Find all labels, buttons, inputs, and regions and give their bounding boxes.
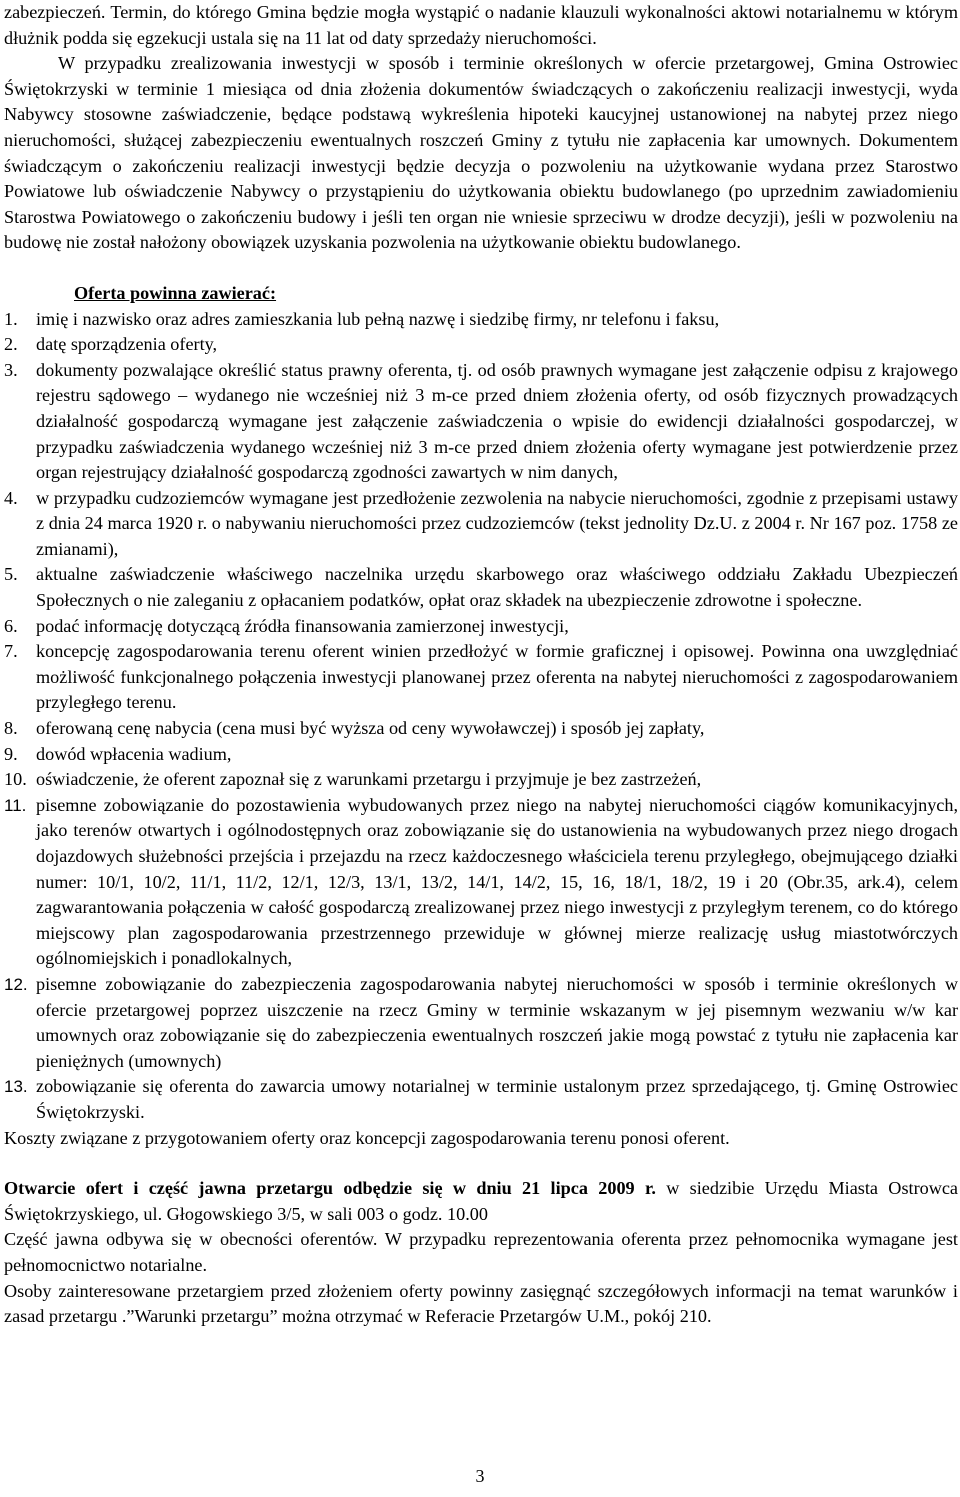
item-number: 11.	[4, 795, 27, 815]
list-item	[4, 358, 958, 486]
page-number: 3	[475, 1466, 485, 1486]
item-number: 6.	[4, 615, 18, 636]
item-text: oświadczenie, że oferent zapoznał się z warunkami przetargu i przyjmuje je bez zastrzeżeń,	[36, 769, 702, 790]
list-item	[4, 332, 958, 358]
information-paragraph: Osoby zainteresowane przetargiem przed złożeniem oferty powinny zasięgnąć szczegółowych informacji na temat warunków i zasad przetargu .”Warunki przetargu” można otrzymać w Referacie Przetargów U.M., pokój 210.	[4, 1280, 958, 1327]
item-number: 3.	[4, 359, 18, 380]
item-text: oferowaną cenę nabycia (cena musi być wyższa od ceny wywoławczej) i sposób jej zapłaty,	[36, 718, 705, 739]
opening-paragraph	[4, 1176, 958, 1227]
list-item	[4, 486, 958, 563]
opening-date-text: Otwarcie ofert i część jawna przetargu odbędzie się w dniu 21 lipca 2009 r.	[4, 1178, 656, 1199]
item-text: pisemne zobowiązanie do zabezpieczenia zagospodarowania nabytej nieruchomości w sposób i terminie określonych w ofercie przetargowej poprzez uiszczenie na rzecz Gminy w terminie wskazanym w jej pisemnym wezwaniu w/w kar umownych oraz zobowiązanie się do zabezpieczenia ewentualnych roszczeń jakie mogą powstać z tytułu nie zapłacenia kar pieniężnych (umownych)	[36, 973, 958, 1071]
public-part-paragraph: Część jawna odbywa się w obecności oferentów. W przypadku reprezentowania oferenta przez pełnomocnika wymagane jest pełnomocnictwo notarialne.	[4, 1229, 958, 1275]
list-item	[4, 793, 958, 972]
list-item	[4, 307, 958, 333]
item-text: imię i nazwisko oraz adres zamieszkania lub pełną nazwę i siedzibę firmy, nr telefonu i faksu,	[36, 308, 720, 329]
item-number: 1.	[4, 308, 18, 329]
item-text: zobowiązanie się oferenta do zawarcia umowy notarialnej w terminie ustalonym przez sprzedającego, tj. Gminę Ostrowiec Świętokrzyski.	[36, 1076, 958, 1122]
intro-paragraph: zabezpieczeń. Termin, do którego Gmina będzie mogła wystąpić o nadanie klauzuli wykonalności aktowi notarialnemu w którym dłużnik podda się egzekucji ustala się na 11 lat od daty sprzedaży nieruchomości.	[4, 2, 958, 48]
item-text: datę sporządzenia oferty,	[36, 334, 218, 355]
item-number: 10.	[4, 769, 27, 790]
offer-heading: Oferta powinna zawierać:	[74, 282, 277, 303]
list-item	[4, 767, 958, 793]
list-item	[4, 562, 958, 613]
costs-paragraph: Koszty związane z przygotowaniem oferty oraz koncepcji zagospodarowania terenu ponosi oferent.	[4, 1127, 730, 1148]
item-number: 12.	[4, 974, 28, 994]
investment-paragraph: W przypadku zrealizowania inwestycji w sposób i terminie określonych w ofercie przetargowej, Gmina Ostrowiec Świętokrzyski w terminie 1 miesiąca od dnia złożenia dokumentów świadczących o zakończeniu realizacji inwestycji, wyda Nabywcy stosowne zaświadczenie, będące podstawą wykreślenia hipoteki kaucyjnej ustanowionej na nabytej przez niego nieruchomości, służącej zabezpieczeniu ewentualnych roszczeń Gminy z tytułu nie zapłacenia kar umownych. Dokumentem świadczącym o zakończeniu realizacji inwestycji będzie decyzja o pozwoleniu na użytkowanie wydana przez Starostwo Powiatowe lub oświadczenie Nabywcy o przystąpieniu do użytkowania obiektu budowlanego (po uprzednim zawiadomieniu Starostwa Powiatowego o zakończeniu budowy i jeśli ten organ nie wniesie sprzeciwu w drodze decyzji), jeśli w pozwoleniu na budowę nie został nałożony obowiązek uzyskania pozwolenia na użytkowanie obiektu budowlanego.	[4, 53, 958, 253]
item-number: 7.	[4, 641, 18, 662]
item-number: 2.	[4, 334, 18, 355]
list-item	[4, 639, 958, 716]
item-number: 13.	[4, 1077, 28, 1097]
item-text: aktualne zaświadczenie właściwego naczelnika urzędu skarbowego oraz właściwego oddziału Zakładu Ubezpieczeń Społecznych o nie zaleganiu z opłacaniem podatków, opłat oraz składek na ubezpieczenie zdrowotne i społeczne.	[36, 564, 958, 611]
item-text: dowód wpłacenia wadium,	[36, 743, 232, 764]
item-number: 4.	[4, 487, 18, 508]
document-page	[4, 0, 958, 1330]
item-text: pisemne zobowiązanie do pozostawienia wybudowanych przez niego na nabytej nieruchomości ciągów komunikacyjnych, jako terenów otwartych i ogólnodostępnych oraz zobowiązanie się do ustanowienia na wybudowanych przez niego drogach dojazdowych służebności przejścia i przejazdu na rzecz każdoczesnego właściciela terenu przyległego, obejmującego działki numer: 10/1, 10/2, 11/1, 11/2, 12/1, 12/3, 13/1, 13/2, 14/1, 14/2, 15, 16, 18/1, 18/2, 19 i 20 (Obr.35, ark.4), celem zagwarantowania połączenia w całość gospodarczą zrealizowanej przez niego inwestycji z przyległym terenem, co do którego miejscowy plan zagospodarowania przestrzennego przewiduje w głównej mierze realizację usług miastotwórczych ogólnomiejskich i ponadlokalnych,	[36, 794, 958, 969]
opening-location-text: w siedzibie Urzędu Miasta Ostrowca Świętokrzyskiego, ul. Głogowskiego 3/5, w sali 003 o godz. 10.00	[4, 1178, 958, 1224]
item-number: 9.	[4, 743, 18, 764]
list-item	[4, 972, 958, 1074]
item-text: podać informację dotyczącą źródła finansowania zamierzonej inwestycji,	[36, 615, 569, 636]
item-number: 5.	[4, 564, 18, 585]
item-text: koncepcję zagospodarowania terenu oferent winien przedłożyć w formie graficznej i opisowej. Powinna ona uwzględniać możliwość funkcjonalnego połączenia inwestycji planowanej przez oferenta na nabytej nieruchomości z zagospodarowaniem przyległego terenu.	[36, 641, 958, 713]
offer-requirements-list	[4, 307, 958, 1126]
list-item	[4, 1074, 958, 1125]
list-item	[4, 716, 958, 742]
list-item	[4, 614, 958, 640]
item-text: dokumenty pozwalające określić status prawny oferenta, tj. od osób prawnych wymagane jest załączenie odpisu z krajowego rejestru sądowego – wydanego nie wcześniej niż 3 m-ce przed dniem złożenia oferty, od osób fizycznych prowadzących działalność gospodarczą wymagane jest załączenie zaświadczenia o wpisie do ewidencji działalności gospodarczej, w przypadku zaświadczenia wydanego wcześniej niż 3 m-ce przed dniem złożenia oferty wymagane jest potwierdzenie przez organ rejestrujący działalność gospodarczą zgodności zawartych w nim danych,	[36, 359, 958, 483]
item-text: w przypadku cudzoziemców wymagane jest przedłożenie zezwolenia na nabycie nieruchomości, zgodnie z przepisami ustawy z dnia 24 marca 1920 r. o nabywaniu nieruchomości przez cudzoziemców (tekst jednolity Dz.U. z 2004 r. Nr 167 poz. 1758 ze zmianami),	[36, 487, 958, 559]
item-number: 8.	[4, 718, 18, 739]
list-item	[4, 742, 958, 768]
